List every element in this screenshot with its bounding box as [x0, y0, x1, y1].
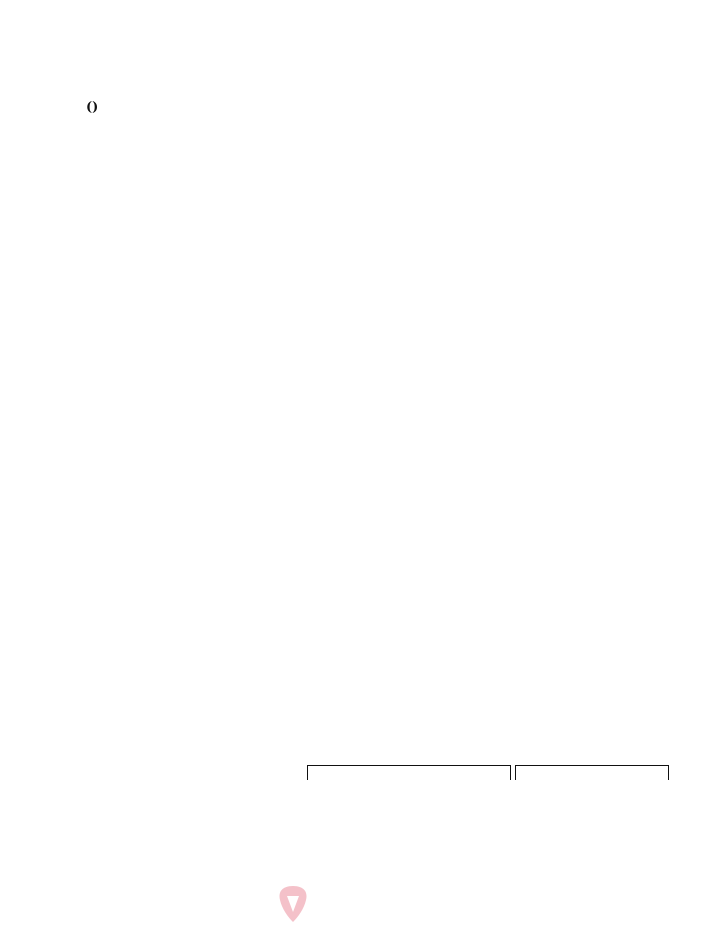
tempo-marking: () — [86, 100, 99, 115]
riffspot-logo — [276, 884, 446, 924]
guitar-pick-icon — [276, 884, 310, 924]
